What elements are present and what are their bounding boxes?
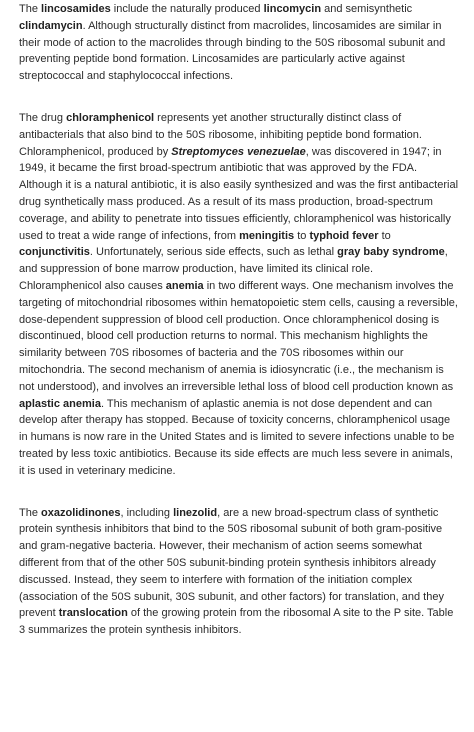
- key-term: meningitis: [239, 229, 295, 242]
- text-run: to: [294, 229, 310, 242]
- key-term: translocation: [58, 607, 128, 620]
- key-term: typhoid fever: [309, 229, 379, 242]
- emphasis-term: Streptomyces venezuelae: [171, 145, 306, 158]
- text-run: , and suppression of bone marrow production, have limited its clinical role. Chloramphenicol also causes: [19, 246, 448, 292]
- key-term: [171, 146, 306, 158]
- text-run: and semisynthetic: [321, 3, 413, 15]
- text-run: , including: [120, 506, 174, 519]
- key-term: aplastic anemia: [19, 397, 101, 410]
- text-run: to: [378, 229, 391, 242]
- paragraph-lincosamides: [19, 0, 458, 85]
- key-term: anemia: [165, 279, 204, 292]
- key-term: conjunctivitis: [19, 246, 90, 259]
- text-run: include the naturally produced: [110, 3, 264, 15]
- text-run: . Unfortunately, serious side effects, such as lethal: [89, 246, 338, 259]
- text-run: . Although structurally distinct from macrolides, lincosamides are similar in their mode of action to the macrolides through binding to the 50S ribosomal subunit and preventing peptide bond formation. Lincosamides are particularly active against streptococcal and staphylococcal infections.: [19, 19, 446, 83]
- text-run: , are a new broad-spectrum class of synthetic protein synthesis inhibitors that bind to the 50S ribosomal subunit of both gram-positive and gram-negative bacteria. However, their mechanism of action seems somewhat different from that of the other 50S subunit-binding protein synthesis inhibitors already discussed. Instead, they seem to interfere with formation of the initiation complex (association of the 50S subunit, 30S subunit, and other factors) for translation, and they prevent: [19, 506, 444, 620]
- paragraph-chloramphenicol: [19, 110, 458, 480]
- key-term: linezolid: [173, 506, 218, 519]
- text-run: The: [19, 506, 42, 519]
- text-run: The: [19, 3, 42, 15]
- text-run: represents yet another structurally distinct class of antibacterials that also bind to the 50S ribosome, inhibiting peptide bond formation. Chloramphenicol, produced by: [19, 111, 422, 158]
- key-term: lincomycin: [263, 3, 322, 15]
- text-run: . This mechanism of aplastic anemia is not dose dependent and can develop after therapy has stopped. Because of toxicity concerns, chloramphenicol usage in humans is now rare in the United States and is limited to severe infections unable to be treated by less toxic antibiotics. Because its side effects are much less severe in animals, it is used in veterinary medicine.: [19, 397, 455, 477]
- key-term: chloramphenicol: [66, 111, 155, 124]
- text-run: of the growing protein from the ribosomal A site to the P site. Table 3 summarizes the protein synthesis inhibitors.: [19, 607, 454, 637]
- text-run: in two different ways. One mechanism involves the targeting of mitochondrial ribosomes within hematopoietic stem cells, causing a reversible, dose-dependent suppression of blood cell production. Once chloramphenicol dosing is discontinued, blood cell production returns to normal. This mechanism highlights the similarity between 70S ribosomes of bacteria and the 70S ribosomes within our mitochondria. The second mechanism of anemia is idiosyncratic (i.e., the mechanism is not understood), and involves an irreversible lethal loss of blood cell production known as: [19, 279, 458, 393]
- paragraph-oxazolidinones: [19, 505, 458, 639]
- key-term: clindamycin: [19, 19, 83, 32]
- key-term: lincosamides: [41, 3, 111, 15]
- text-run: The drug: [19, 111, 67, 124]
- key-term: oxazolidinones: [41, 506, 121, 519]
- text-run: , was discovered in 1947; in 1949, it became the first broad-spectrum antibiotic that was approved by the FDA. Although it is a natural antibiotic, it is also easily synthesized and was the first antibacterial drug synthetically mass produced. As a result of its mass production, broad-spectrum coverage, and ability to penetrate into tissues efficiently, chloramphenicol was historically used to treat a wide range of infections, from: [19, 145, 459, 242]
- key-term: gray baby syndrome: [337, 246, 445, 259]
